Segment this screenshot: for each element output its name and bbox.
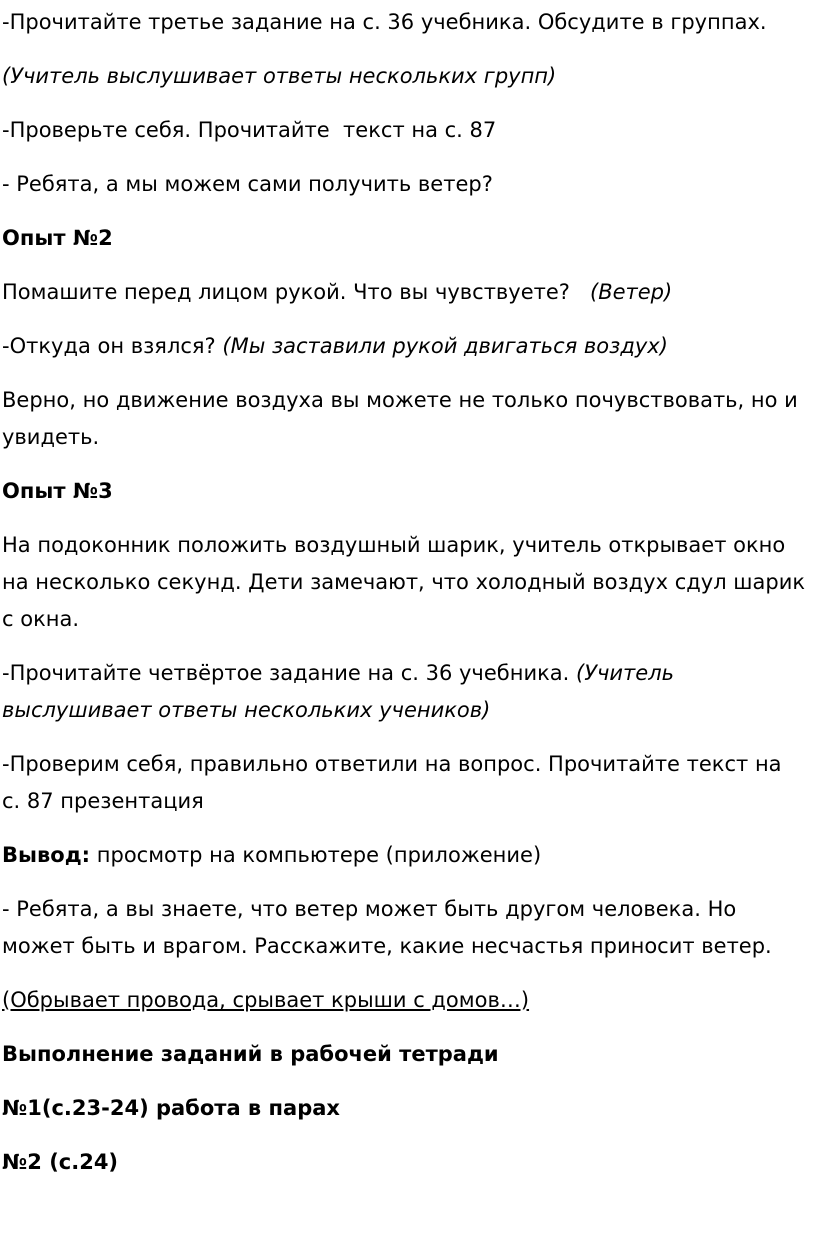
heading-experiment-2: Опыт №2 [2,226,113,250]
workbook-task-1: №1(с.23-24) работа в парах [2,1096,340,1120]
paragraph-question-wind: - Ребята, а мы можем сами получить ветер? [2,172,493,196]
heading-workbook-tasks: Выполнение заданий в рабочей тетради [2,1042,499,1066]
paragraph-task4 [2,655,806,729]
conclusion-label: Вывод: [2,843,91,867]
wave-hand-answer: (Ветер) [590,280,673,304]
workbook-task-2: №2 (с.24) [2,1150,119,1174]
wave-hand-instruction: Помашите перед лицом рукой. Что вы чувствуете? [2,280,570,304]
paragraph-wave-hand [2,274,806,311]
paragraph-balloon: На подоконник положить воздушный шарик, учитель открывает окно на несколько секунд. Дети замечают, что холодный воздух сдул шарик с окна. [2,533,806,631]
paragraph-teacher-note-groups: (Учитель выслушивает ответы нескольких групп) [2,64,557,88]
paragraph-check-yourself: -Проверьте себя. Прочитайте текст на с. 87 [2,118,497,142]
paragraph-wind-friend-enemy: - Ребята, а вы знаете, что ветер может быть другом человека. Но может быть и врагом. Расскажите, какие несчастья приносит ветер. [2,897,772,958]
task4-instruction: -Прочитайте четвёртое задание на с. 36 учебника. [2,661,570,685]
paragraph-see-air: Верно, но движение воздуха вы можете не только почувствовать, но и увидеть. [2,388,798,449]
task4-teacher-note: (Учитель выслушивает ответы нескольких учеников) [2,661,675,722]
paragraph-task3: -Прочитайте третье задание на с. 36 учебника. Обсудите в группах. [2,10,767,34]
where-from-answer: (Мы заставили рукой двигаться воздух) [222,334,668,358]
paragraph-check-answer: -Проверим себя, правильно ответили на вопрос. Прочитайте текст на с. 87 презентация [2,752,782,813]
where-from-question: -Откуда он взялся? [2,334,216,358]
paragraph-where-from [2,328,806,365]
paragraph-wind-damage: (Обрывает провода, срывает крыши с домов…) [2,988,530,1012]
conclusion-text: просмотр на компьютере (приложение) [96,843,542,867]
paragraph-conclusion [2,837,806,874]
heading-experiment-3: Опыт №3 [2,479,113,503]
